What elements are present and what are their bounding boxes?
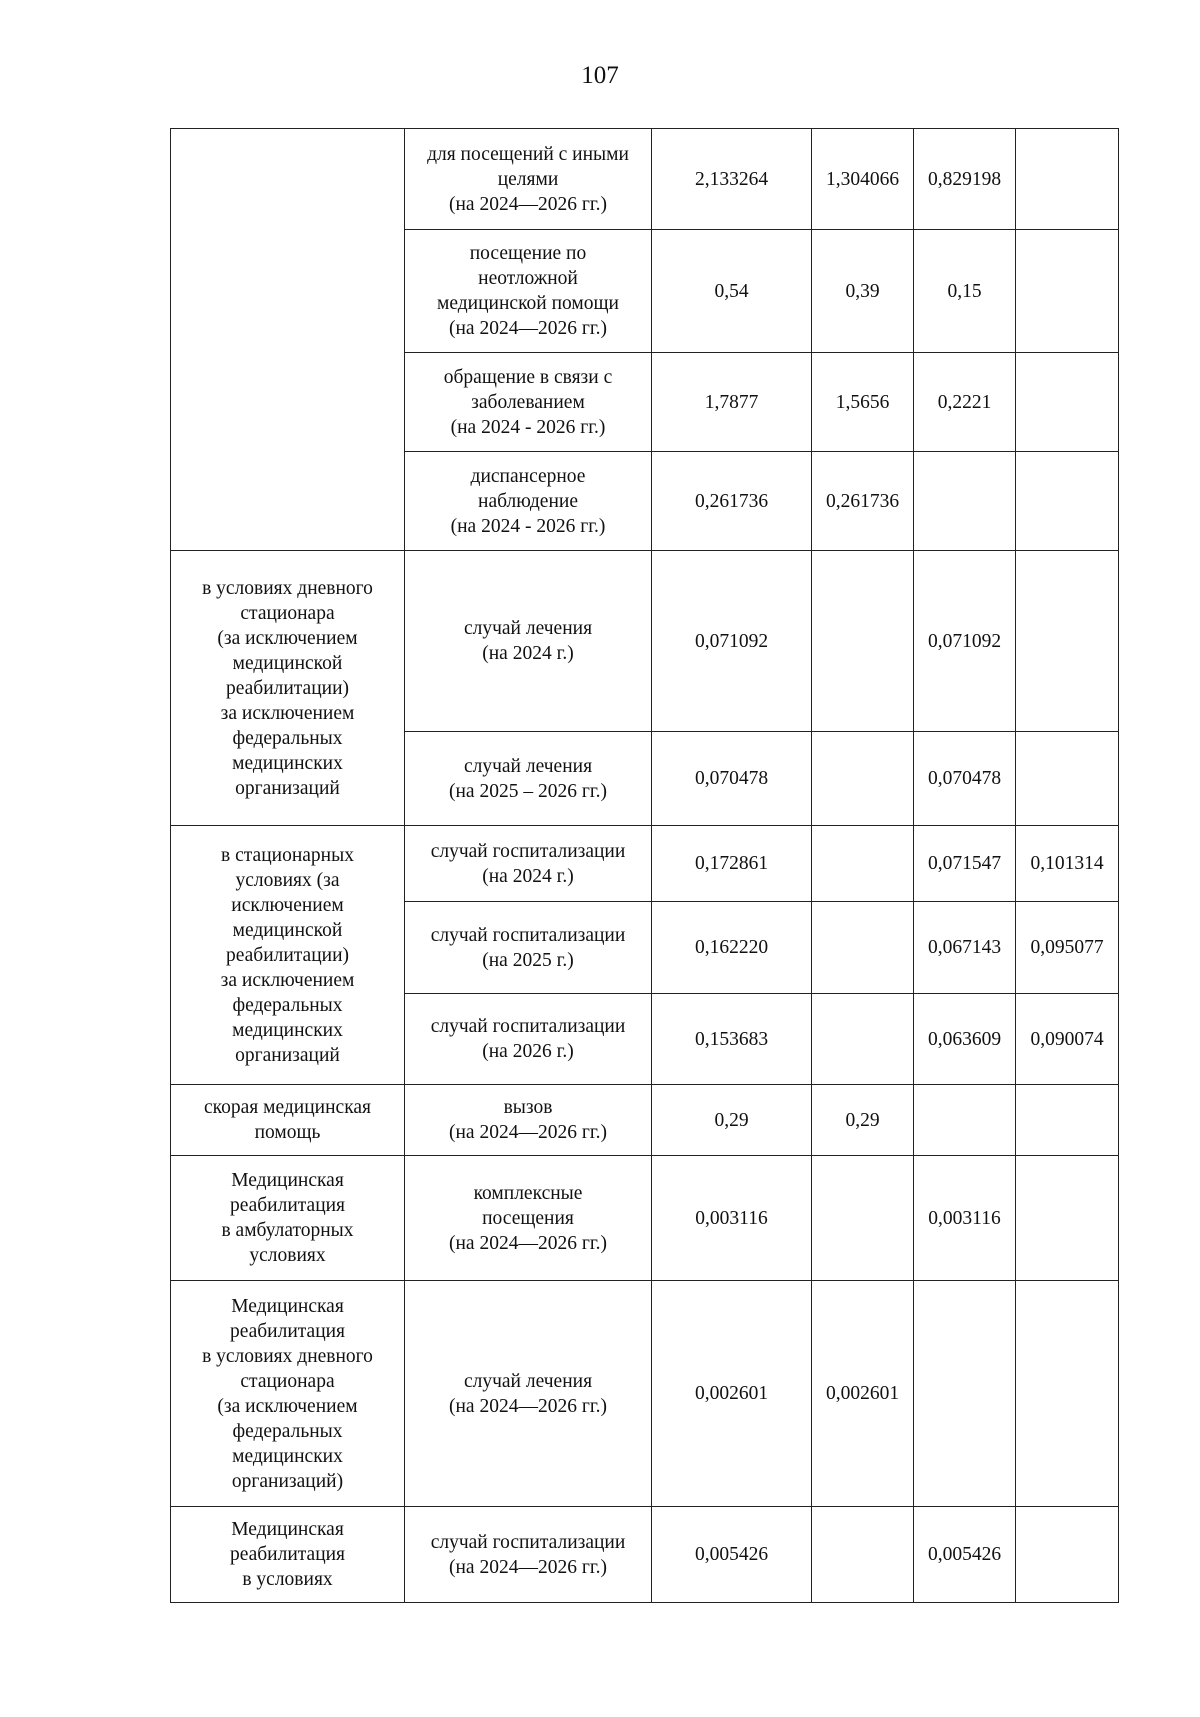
value-cell: 0,002601 (812, 1281, 914, 1507)
unit-cell: для посещений с иными целями (на 2024—2026 гг.) (405, 129, 652, 230)
value-cell (1016, 1085, 1119, 1156)
group-cell: в условиях дневного стационара (за исключением медицинской реабилитации) за исключением федеральных медицинских организаций (171, 551, 405, 826)
value-cell (1016, 1156, 1119, 1281)
value-cell: 1,304066 (812, 129, 914, 230)
value-cell: 0,095077 (1016, 902, 1119, 994)
unit-cell: комплексные посещения (на 2024—2026 гг.) (405, 1156, 652, 1281)
value-cell (812, 902, 914, 994)
value-cell (812, 1507, 914, 1603)
value-cell (1016, 230, 1119, 353)
group-cell: скорая медицинская помощь (171, 1085, 405, 1156)
table-row (171, 1085, 1119, 1156)
value-cell: 0,005426 (652, 1507, 812, 1603)
value-cell (914, 1085, 1016, 1156)
unit-cell: обращение в связи с заболеванием (на 2024 - 2026 гг.) (405, 353, 652, 452)
value-cell: 0,162220 (652, 902, 812, 994)
table-row (171, 551, 1119, 732)
value-cell (812, 732, 914, 826)
value-cell (812, 551, 914, 732)
value-cell: 0,101314 (1016, 826, 1119, 902)
value-cell: 0,15 (914, 230, 1016, 353)
unit-cell: случай лечения (на 2024—2026 гг.) (405, 1281, 652, 1507)
table-row (171, 129, 1119, 230)
group-cell: Медицинская реабилитация в амбулаторных условиях (171, 1156, 405, 1281)
value-cell (812, 994, 914, 1085)
value-cell: 0,067143 (914, 902, 1016, 994)
norms-table (170, 128, 1119, 1603)
value-cell: 0,39 (812, 230, 914, 353)
value-cell: 0,005426 (914, 1507, 1016, 1603)
unit-cell: случай госпитализации (на 2026 г.) (405, 994, 652, 1085)
value-cell: 0,090074 (1016, 994, 1119, 1085)
page-number: 107 (581, 62, 619, 89)
value-cell: 0,070478 (914, 732, 1016, 826)
unit-cell: случай госпитализации (на 2025 г.) (405, 902, 652, 994)
value-cell: 0,172861 (652, 826, 812, 902)
unit-cell: посещение по неотложной медицинской помощи (на 2024—2026 гг.) (405, 230, 652, 353)
table-row (171, 826, 1119, 902)
value-cell (1016, 551, 1119, 732)
value-cell: 0,29 (812, 1085, 914, 1156)
value-cell (812, 1156, 914, 1281)
value-cell: 0,070478 (652, 732, 812, 826)
group-cell-empty (171, 129, 405, 551)
group-cell: Медицинская реабилитация в условиях дневного стационара (за исключением федеральных медицинских организаций) (171, 1281, 405, 1507)
value-cell: 0,829198 (914, 129, 1016, 230)
value-cell (1016, 732, 1119, 826)
value-cell: 0,153683 (652, 994, 812, 1085)
value-cell (1016, 1281, 1119, 1507)
value-cell: 0,261736 (812, 452, 914, 551)
unit-cell: вызов (на 2024—2026 гг.) (405, 1085, 652, 1156)
value-cell (1016, 1507, 1119, 1603)
value-cell: 2,133264 (652, 129, 812, 230)
table-row (171, 1156, 1119, 1281)
unit-cell: случай лечения (на 2024 г.) (405, 551, 652, 732)
value-cell: 1,7877 (652, 353, 812, 452)
value-cell: 0,071547 (914, 826, 1016, 902)
value-cell: 0,54 (652, 230, 812, 353)
value-cell: 0,261736 (652, 452, 812, 551)
group-cell: Медицинская реабилитация в условиях (171, 1507, 405, 1603)
value-cell (812, 826, 914, 902)
value-cell (914, 452, 1016, 551)
table-row (171, 1281, 1119, 1507)
value-cell (914, 1281, 1016, 1507)
value-cell: 0,002601 (652, 1281, 812, 1507)
value-cell (1016, 353, 1119, 452)
group-cell: в стационарных условиях (за исключением медицинской реабилитации) за исключением федеральных медицинских организаций (171, 826, 405, 1085)
value-cell (1016, 129, 1119, 230)
value-cell: 0,063609 (914, 994, 1016, 1085)
value-cell: 0,29 (652, 1085, 812, 1156)
unit-cell: случай госпитализации (на 2024—2026 гг.) (405, 1507, 652, 1603)
unit-cell: диспансерное наблюдение (на 2024 - 2026 гг.) (405, 452, 652, 551)
table-row (171, 1507, 1119, 1603)
value-cell: 0,003116 (914, 1156, 1016, 1281)
value-cell: 0,2221 (914, 353, 1016, 452)
value-cell (1016, 452, 1119, 551)
unit-cell: случай лечения (на 2025 – 2026 гг.) (405, 732, 652, 826)
unit-cell: случай госпитализации (на 2024 г.) (405, 826, 652, 902)
value-cell: 1,5656 (812, 353, 914, 452)
value-cell: 0,071092 (914, 551, 1016, 732)
value-cell: 0,003116 (652, 1156, 812, 1281)
value-cell: 0,071092 (652, 551, 812, 732)
